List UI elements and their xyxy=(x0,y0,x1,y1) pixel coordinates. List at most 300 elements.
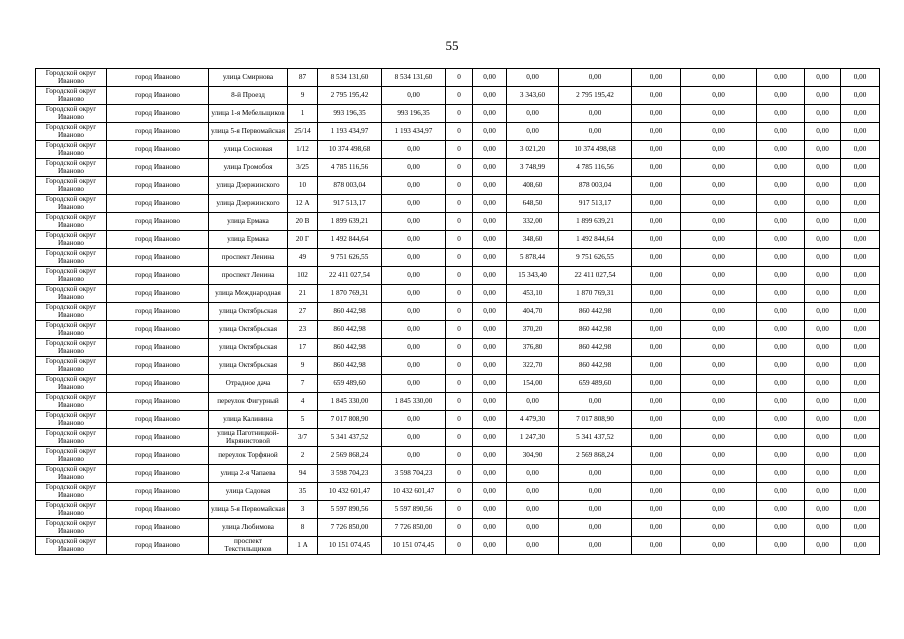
total-cost-cell: 10 151 074,45 xyxy=(318,537,382,555)
value-col-8-cell: 0,00 xyxy=(473,123,507,141)
count-col-7-cell: 0 xyxy=(446,429,473,447)
cost-col-10-cell: 917 513,17 xyxy=(559,195,632,213)
value-col-13-cell: 0,00 xyxy=(757,69,805,87)
municipality-cell: Городской округ Иваново xyxy=(36,375,107,393)
value-col-14-cell: 0,00 xyxy=(805,105,841,123)
value-col-14-cell: 0,00 xyxy=(805,87,841,105)
area-col-9-cell: 376,80 xyxy=(507,339,559,357)
house-number-cell: 3/25 xyxy=(288,159,318,177)
cost-col-6-cell: 0,00 xyxy=(382,249,446,267)
value-col-12-cell: 0,00 xyxy=(681,375,757,393)
value-col-13-cell: 0,00 xyxy=(757,249,805,267)
street-cell: улица Калинина xyxy=(209,411,288,429)
value-col-15-cell: 0,00 xyxy=(841,177,880,195)
area-col-9-cell: 0,00 xyxy=(507,465,559,483)
table-body xyxy=(36,69,880,555)
area-col-9-cell: 0,00 xyxy=(507,483,559,501)
street-cell: улица Любимова xyxy=(209,519,288,537)
municipality-cell: Городской округ Иваново xyxy=(36,195,107,213)
value-col-15-cell: 0,00 xyxy=(841,159,880,177)
house-number-cell: 2 xyxy=(288,447,318,465)
house-number-cell: 1/12 xyxy=(288,141,318,159)
cost-col-6-cell: 1 193 434,97 xyxy=(382,123,446,141)
value-col-15-cell: 0,00 xyxy=(841,393,880,411)
street-cell: улица Октябрьская xyxy=(209,303,288,321)
area-col-9-cell: 0,00 xyxy=(507,69,559,87)
cost-col-6-cell: 8 534 131,60 xyxy=(382,69,446,87)
cost-col-6-cell: 0,00 xyxy=(382,285,446,303)
total-cost-cell: 8 534 131,60 xyxy=(318,69,382,87)
cost-col-10-cell: 0,00 xyxy=(559,393,632,411)
area-col-9-cell: 3 343,60 xyxy=(507,87,559,105)
value-col-13-cell: 0,00 xyxy=(757,159,805,177)
settlement-cell: город Иваново xyxy=(107,159,209,177)
value-col-11-cell: 0,00 xyxy=(632,123,681,141)
value-col-12-cell: 0,00 xyxy=(681,465,757,483)
value-col-8-cell: 0,00 xyxy=(473,465,507,483)
cost-col-10-cell: 0,00 xyxy=(559,483,632,501)
area-col-9-cell: 4 479,30 xyxy=(507,411,559,429)
house-number-cell: 9 xyxy=(288,357,318,375)
cost-col-10-cell: 860 442,98 xyxy=(559,303,632,321)
value-col-8-cell: 0,00 xyxy=(473,285,507,303)
value-col-14-cell: 0,00 xyxy=(805,195,841,213)
total-cost-cell: 7 017 808,90 xyxy=(318,411,382,429)
value-col-13-cell: 0,00 xyxy=(757,213,805,231)
area-col-9-cell: 0,00 xyxy=(507,123,559,141)
cost-col-6-cell: 0,00 xyxy=(382,267,446,285)
settlement-cell: город Иваново xyxy=(107,375,209,393)
value-col-15-cell: 0,00 xyxy=(841,483,880,501)
value-col-11-cell: 0,00 xyxy=(632,519,681,537)
value-col-11-cell: 0,00 xyxy=(632,69,681,87)
settlement-cell: город Иваново xyxy=(107,195,209,213)
street-cell: улица 2-я Чапаева xyxy=(209,465,288,483)
street-cell: улица Паготницкой-Икрянистовой xyxy=(209,429,288,447)
municipality-cell: Городской округ Иваново xyxy=(36,519,107,537)
house-number-cell: 17 xyxy=(288,339,318,357)
value-col-12-cell: 0,00 xyxy=(681,429,757,447)
value-col-15-cell: 0,00 xyxy=(841,321,880,339)
house-number-cell: 9 xyxy=(288,87,318,105)
cost-col-6-cell: 10 432 601,47 xyxy=(382,483,446,501)
table-row xyxy=(36,321,880,339)
value-col-8-cell: 0,00 xyxy=(473,195,507,213)
value-col-11-cell: 0,00 xyxy=(632,483,681,501)
cost-col-10-cell: 0,00 xyxy=(559,105,632,123)
cost-col-10-cell: 9 751 626,55 xyxy=(559,249,632,267)
value-col-12-cell: 0,00 xyxy=(681,537,757,555)
cost-col-6-cell: 0,00 xyxy=(382,87,446,105)
value-col-14-cell: 0,00 xyxy=(805,213,841,231)
cost-col-6-cell: 0,00 xyxy=(382,195,446,213)
total-cost-cell: 659 489,60 xyxy=(318,375,382,393)
cost-col-10-cell: 860 442,98 xyxy=(559,321,632,339)
area-col-9-cell: 304,90 xyxy=(507,447,559,465)
value-col-13-cell: 0,00 xyxy=(757,375,805,393)
value-col-11-cell: 0,00 xyxy=(632,159,681,177)
cost-col-10-cell: 860 442,98 xyxy=(559,357,632,375)
value-col-12-cell: 0,00 xyxy=(681,483,757,501)
total-cost-cell: 10 374 498,68 xyxy=(318,141,382,159)
value-col-8-cell: 0,00 xyxy=(473,483,507,501)
cost-col-10-cell: 860 442,98 xyxy=(559,339,632,357)
total-cost-cell: 860 442,98 xyxy=(318,357,382,375)
street-cell: переулок Фигурный xyxy=(209,393,288,411)
house-number-cell: 35 xyxy=(288,483,318,501)
value-col-12-cell: 0,00 xyxy=(681,249,757,267)
street-cell: улица Дзержинского xyxy=(209,195,288,213)
table-row xyxy=(36,465,880,483)
street-cell: 8-й Проезд xyxy=(209,87,288,105)
total-cost-cell: 5 597 890,56 xyxy=(318,501,382,519)
value-col-15-cell: 0,00 xyxy=(841,357,880,375)
street-cell: улица Межднародная xyxy=(209,285,288,303)
value-col-15-cell: 0,00 xyxy=(841,303,880,321)
settlement-cell: город Иваново xyxy=(107,483,209,501)
municipality-cell: Городской округ Иваново xyxy=(36,357,107,375)
municipality-cell: Городской округ Иваново xyxy=(36,177,107,195)
value-col-12-cell: 0,00 xyxy=(681,447,757,465)
total-cost-cell: 878 003,04 xyxy=(318,177,382,195)
count-col-7-cell: 0 xyxy=(446,159,473,177)
settlement-cell: город Иваново xyxy=(107,69,209,87)
street-cell: улица Октябрьская xyxy=(209,357,288,375)
settlement-cell: город Иваново xyxy=(107,231,209,249)
value-col-14-cell: 0,00 xyxy=(805,231,841,249)
value-col-13-cell: 0,00 xyxy=(757,519,805,537)
table-row xyxy=(36,483,880,501)
house-number-cell: 7 xyxy=(288,375,318,393)
value-col-12-cell: 0,00 xyxy=(681,339,757,357)
value-col-8-cell: 0,00 xyxy=(473,339,507,357)
table-row xyxy=(36,87,880,105)
house-number-cell: 12 А xyxy=(288,195,318,213)
value-col-8-cell: 0,00 xyxy=(473,393,507,411)
municipality-cell: Городской округ Иваново xyxy=(36,339,107,357)
value-col-11-cell: 0,00 xyxy=(632,267,681,285)
cost-col-10-cell: 10 374 498,68 xyxy=(559,141,632,159)
area-col-9-cell: 3 748,99 xyxy=(507,159,559,177)
street-cell: улица Садовая xyxy=(209,483,288,501)
house-number-cell: 20 В xyxy=(288,213,318,231)
street-cell: Отрадное дача xyxy=(209,375,288,393)
cost-col-6-cell: 7 726 850,00 xyxy=(382,519,446,537)
house-number-cell: 3/7 xyxy=(288,429,318,447)
value-col-13-cell: 0,00 xyxy=(757,141,805,159)
value-col-13-cell: 0,00 xyxy=(757,177,805,195)
value-col-12-cell: 0,00 xyxy=(681,519,757,537)
value-col-13-cell: 0,00 xyxy=(757,411,805,429)
value-col-11-cell: 0,00 xyxy=(632,339,681,357)
value-col-11-cell: 0,00 xyxy=(632,231,681,249)
street-cell: проспект Текстильщиков xyxy=(209,537,288,555)
table-row xyxy=(36,177,880,195)
value-col-15-cell: 0,00 xyxy=(841,537,880,555)
area-col-9-cell: 404,70 xyxy=(507,303,559,321)
value-col-11-cell: 0,00 xyxy=(632,411,681,429)
municipality-cell: Городской округ Иваново xyxy=(36,483,107,501)
cost-col-10-cell: 5 341 437,52 xyxy=(559,429,632,447)
value-col-11-cell: 0,00 xyxy=(632,321,681,339)
value-col-14-cell: 0,00 xyxy=(805,249,841,267)
table-row xyxy=(36,375,880,393)
cost-col-6-cell: 0,00 xyxy=(382,231,446,249)
settlement-cell: город Иваново xyxy=(107,519,209,537)
house-number-cell: 5 xyxy=(288,411,318,429)
municipality-cell: Городской округ Иваново xyxy=(36,447,107,465)
value-col-14-cell: 0,00 xyxy=(805,375,841,393)
municipality-cell: Городской округ Иваново xyxy=(36,501,107,519)
settlement-cell: город Иваново xyxy=(107,249,209,267)
settlement-cell: город Иваново xyxy=(107,537,209,555)
value-col-11-cell: 0,00 xyxy=(632,447,681,465)
value-col-15-cell: 0,00 xyxy=(841,519,880,537)
value-col-11-cell: 0,00 xyxy=(632,501,681,519)
table-row xyxy=(36,537,880,555)
value-col-12-cell: 0,00 xyxy=(681,123,757,141)
value-col-13-cell: 0,00 xyxy=(757,123,805,141)
value-col-8-cell: 0,00 xyxy=(473,177,507,195)
cost-col-10-cell: 2 795 195,42 xyxy=(559,87,632,105)
settlement-cell: город Иваново xyxy=(107,501,209,519)
value-col-8-cell: 0,00 xyxy=(473,105,507,123)
settlement-cell: город Иваново xyxy=(107,321,209,339)
cost-col-10-cell: 0,00 xyxy=(559,537,632,555)
area-col-9-cell: 0,00 xyxy=(507,501,559,519)
table-row xyxy=(36,69,880,87)
area-col-9-cell: 648,50 xyxy=(507,195,559,213)
cost-col-6-cell: 3 598 704,23 xyxy=(382,465,446,483)
cost-col-6-cell: 0,00 xyxy=(382,375,446,393)
count-col-7-cell: 0 xyxy=(446,267,473,285)
value-col-11-cell: 0,00 xyxy=(632,285,681,303)
settlement-cell: город Иваново xyxy=(107,411,209,429)
municipality-cell: Городской округ Иваново xyxy=(36,141,107,159)
value-col-14-cell: 0,00 xyxy=(805,447,841,465)
value-col-13-cell: 0,00 xyxy=(757,231,805,249)
municipality-cell: Городской округ Иваново xyxy=(36,465,107,483)
value-col-15-cell: 0,00 xyxy=(841,69,880,87)
cost-col-10-cell: 1 870 769,31 xyxy=(559,285,632,303)
value-col-13-cell: 0,00 xyxy=(757,537,805,555)
value-col-8-cell: 0,00 xyxy=(473,357,507,375)
total-cost-cell: 3 598 704,23 xyxy=(318,465,382,483)
cost-col-6-cell: 993 196,35 xyxy=(382,105,446,123)
street-cell: проспект Ленина xyxy=(209,249,288,267)
value-col-11-cell: 0,00 xyxy=(632,177,681,195)
house-number-cell: 102 xyxy=(288,267,318,285)
count-col-7-cell: 0 xyxy=(446,501,473,519)
settlement-cell: город Иваново xyxy=(107,429,209,447)
table-row xyxy=(36,105,880,123)
value-col-13-cell: 0,00 xyxy=(757,357,805,375)
count-col-7-cell: 0 xyxy=(446,69,473,87)
municipality-cell: Городской округ Иваново xyxy=(36,249,107,267)
value-col-12-cell: 0,00 xyxy=(681,177,757,195)
settlement-cell: город Иваново xyxy=(107,303,209,321)
table-row xyxy=(36,501,880,519)
value-col-14-cell: 0,00 xyxy=(805,69,841,87)
value-col-15-cell: 0,00 xyxy=(841,249,880,267)
count-col-7-cell: 0 xyxy=(446,465,473,483)
value-col-15-cell: 0,00 xyxy=(841,105,880,123)
value-col-12-cell: 0,00 xyxy=(681,105,757,123)
house-number-cell: 25/14 xyxy=(288,123,318,141)
cost-col-6-cell: 0,00 xyxy=(382,411,446,429)
value-col-11-cell: 0,00 xyxy=(632,429,681,447)
total-cost-cell: 4 785 116,56 xyxy=(318,159,382,177)
value-col-8-cell: 0,00 xyxy=(473,267,507,285)
street-cell: улица 1-я Мебельщиков xyxy=(209,105,288,123)
value-col-12-cell: 0,00 xyxy=(681,159,757,177)
total-cost-cell: 860 442,98 xyxy=(318,303,382,321)
total-cost-cell: 1 899 639,21 xyxy=(318,213,382,231)
value-col-12-cell: 0,00 xyxy=(681,69,757,87)
value-col-12-cell: 0,00 xyxy=(681,231,757,249)
cost-col-6-cell: 0,00 xyxy=(382,141,446,159)
value-col-13-cell: 0,00 xyxy=(757,87,805,105)
value-col-12-cell: 0,00 xyxy=(681,321,757,339)
value-col-11-cell: 0,00 xyxy=(632,249,681,267)
total-cost-cell: 917 513,17 xyxy=(318,195,382,213)
municipality-cell: Городской округ Иваново xyxy=(36,123,107,141)
cost-col-6-cell: 1 845 330,00 xyxy=(382,393,446,411)
area-col-9-cell: 322,70 xyxy=(507,357,559,375)
value-col-11-cell: 0,00 xyxy=(632,141,681,159)
value-col-14-cell: 0,00 xyxy=(805,267,841,285)
value-col-12-cell: 0,00 xyxy=(681,411,757,429)
municipality-cell: Городской округ Иваново xyxy=(36,285,107,303)
value-col-8-cell: 0,00 xyxy=(473,231,507,249)
area-col-9-cell: 0,00 xyxy=(507,519,559,537)
street-cell: проспект Ленина xyxy=(209,267,288,285)
cost-col-10-cell: 0,00 xyxy=(559,519,632,537)
value-col-13-cell: 0,00 xyxy=(757,393,805,411)
count-col-7-cell: 0 xyxy=(446,123,473,141)
value-col-15-cell: 0,00 xyxy=(841,87,880,105)
house-number-cell: 49 xyxy=(288,249,318,267)
municipality-cell: Городской округ Иваново xyxy=(36,105,107,123)
street-cell: улица 5-я Первомайская xyxy=(209,501,288,519)
value-col-15-cell: 0,00 xyxy=(841,231,880,249)
settlement-cell: город Иваново xyxy=(107,267,209,285)
value-col-14-cell: 0,00 xyxy=(805,429,841,447)
area-col-9-cell: 5 878,44 xyxy=(507,249,559,267)
table-row xyxy=(36,213,880,231)
value-col-14-cell: 0,00 xyxy=(805,465,841,483)
total-cost-cell: 2 795 195,42 xyxy=(318,87,382,105)
municipality-cell: Городской округ Иваново xyxy=(36,303,107,321)
settlement-cell: город Иваново xyxy=(107,123,209,141)
total-cost-cell: 993 196,35 xyxy=(318,105,382,123)
cost-col-10-cell: 0,00 xyxy=(559,501,632,519)
value-col-14-cell: 0,00 xyxy=(805,483,841,501)
page-number: 55 xyxy=(445,38,459,53)
cost-col-6-cell: 10 151 074,45 xyxy=(382,537,446,555)
table-row xyxy=(36,159,880,177)
cost-col-10-cell: 4 785 116,56 xyxy=(559,159,632,177)
count-col-7-cell: 0 xyxy=(446,375,473,393)
count-col-7-cell: 0 xyxy=(446,339,473,357)
total-cost-cell: 860 442,98 xyxy=(318,321,382,339)
house-number-cell: 94 xyxy=(288,465,318,483)
table-row xyxy=(36,249,880,267)
table-row xyxy=(36,231,880,249)
value-col-14-cell: 0,00 xyxy=(805,303,841,321)
municipality-cell: Городской округ Иваново xyxy=(36,267,107,285)
count-col-7-cell: 0 xyxy=(446,177,473,195)
value-col-15-cell: 0,00 xyxy=(841,447,880,465)
area-col-9-cell: 453,10 xyxy=(507,285,559,303)
value-col-13-cell: 0,00 xyxy=(757,195,805,213)
value-col-11-cell: 0,00 xyxy=(632,303,681,321)
area-col-9-cell: 1 247,30 xyxy=(507,429,559,447)
total-cost-cell: 22 411 027,54 xyxy=(318,267,382,285)
value-col-15-cell: 0,00 xyxy=(841,501,880,519)
street-cell: улица Дзержинского xyxy=(209,177,288,195)
value-col-15-cell: 0,00 xyxy=(841,411,880,429)
value-col-8-cell: 0,00 xyxy=(473,321,507,339)
value-col-14-cell: 0,00 xyxy=(805,537,841,555)
street-cell: улица Смирнова xyxy=(209,69,288,87)
house-number-cell: 27 xyxy=(288,303,318,321)
area-col-9-cell: 348,60 xyxy=(507,231,559,249)
settlement-cell: город Иваново xyxy=(107,213,209,231)
value-col-12-cell: 0,00 xyxy=(681,285,757,303)
municipality-cell: Городской округ Иваново xyxy=(36,537,107,555)
value-col-12-cell: 0,00 xyxy=(681,357,757,375)
cost-col-6-cell: 0,00 xyxy=(382,447,446,465)
value-col-12-cell: 0,00 xyxy=(681,303,757,321)
total-cost-cell: 1 193 434,97 xyxy=(318,123,382,141)
table-row xyxy=(36,195,880,213)
value-col-13-cell: 0,00 xyxy=(757,267,805,285)
table-row xyxy=(36,123,880,141)
value-col-14-cell: 0,00 xyxy=(805,141,841,159)
value-col-12-cell: 0,00 xyxy=(681,141,757,159)
municipality-cell: Городской округ Иваново xyxy=(36,429,107,447)
table-row xyxy=(36,393,880,411)
value-col-8-cell: 0,00 xyxy=(473,375,507,393)
table-row xyxy=(36,411,880,429)
table-row xyxy=(36,339,880,357)
municipality-cell: Городской округ Иваново xyxy=(36,321,107,339)
value-col-8-cell: 0,00 xyxy=(473,159,507,177)
total-cost-cell: 5 341 437,52 xyxy=(318,429,382,447)
value-col-8-cell: 0,00 xyxy=(473,69,507,87)
value-col-15-cell: 0,00 xyxy=(841,339,880,357)
value-col-13-cell: 0,00 xyxy=(757,105,805,123)
cost-col-10-cell: 7 017 808,90 xyxy=(559,411,632,429)
house-number-cell: 8 xyxy=(288,519,318,537)
municipality-cell: Городской округ Иваново xyxy=(36,213,107,231)
count-col-7-cell: 0 xyxy=(446,411,473,429)
value-col-12-cell: 0,00 xyxy=(681,87,757,105)
value-col-15-cell: 0,00 xyxy=(841,141,880,159)
cost-col-10-cell: 1 899 639,21 xyxy=(559,213,632,231)
value-col-8-cell: 0,00 xyxy=(473,249,507,267)
cost-col-6-cell: 0,00 xyxy=(382,303,446,321)
settlement-cell: город Иваново xyxy=(107,393,209,411)
value-col-13-cell: 0,00 xyxy=(757,447,805,465)
value-col-11-cell: 0,00 xyxy=(632,357,681,375)
value-col-12-cell: 0,00 xyxy=(681,213,757,231)
cost-col-6-cell: 0,00 xyxy=(382,339,446,357)
value-col-14-cell: 0,00 xyxy=(805,501,841,519)
value-col-8-cell: 0,00 xyxy=(473,501,507,519)
settlement-cell: город Иваново xyxy=(107,285,209,303)
